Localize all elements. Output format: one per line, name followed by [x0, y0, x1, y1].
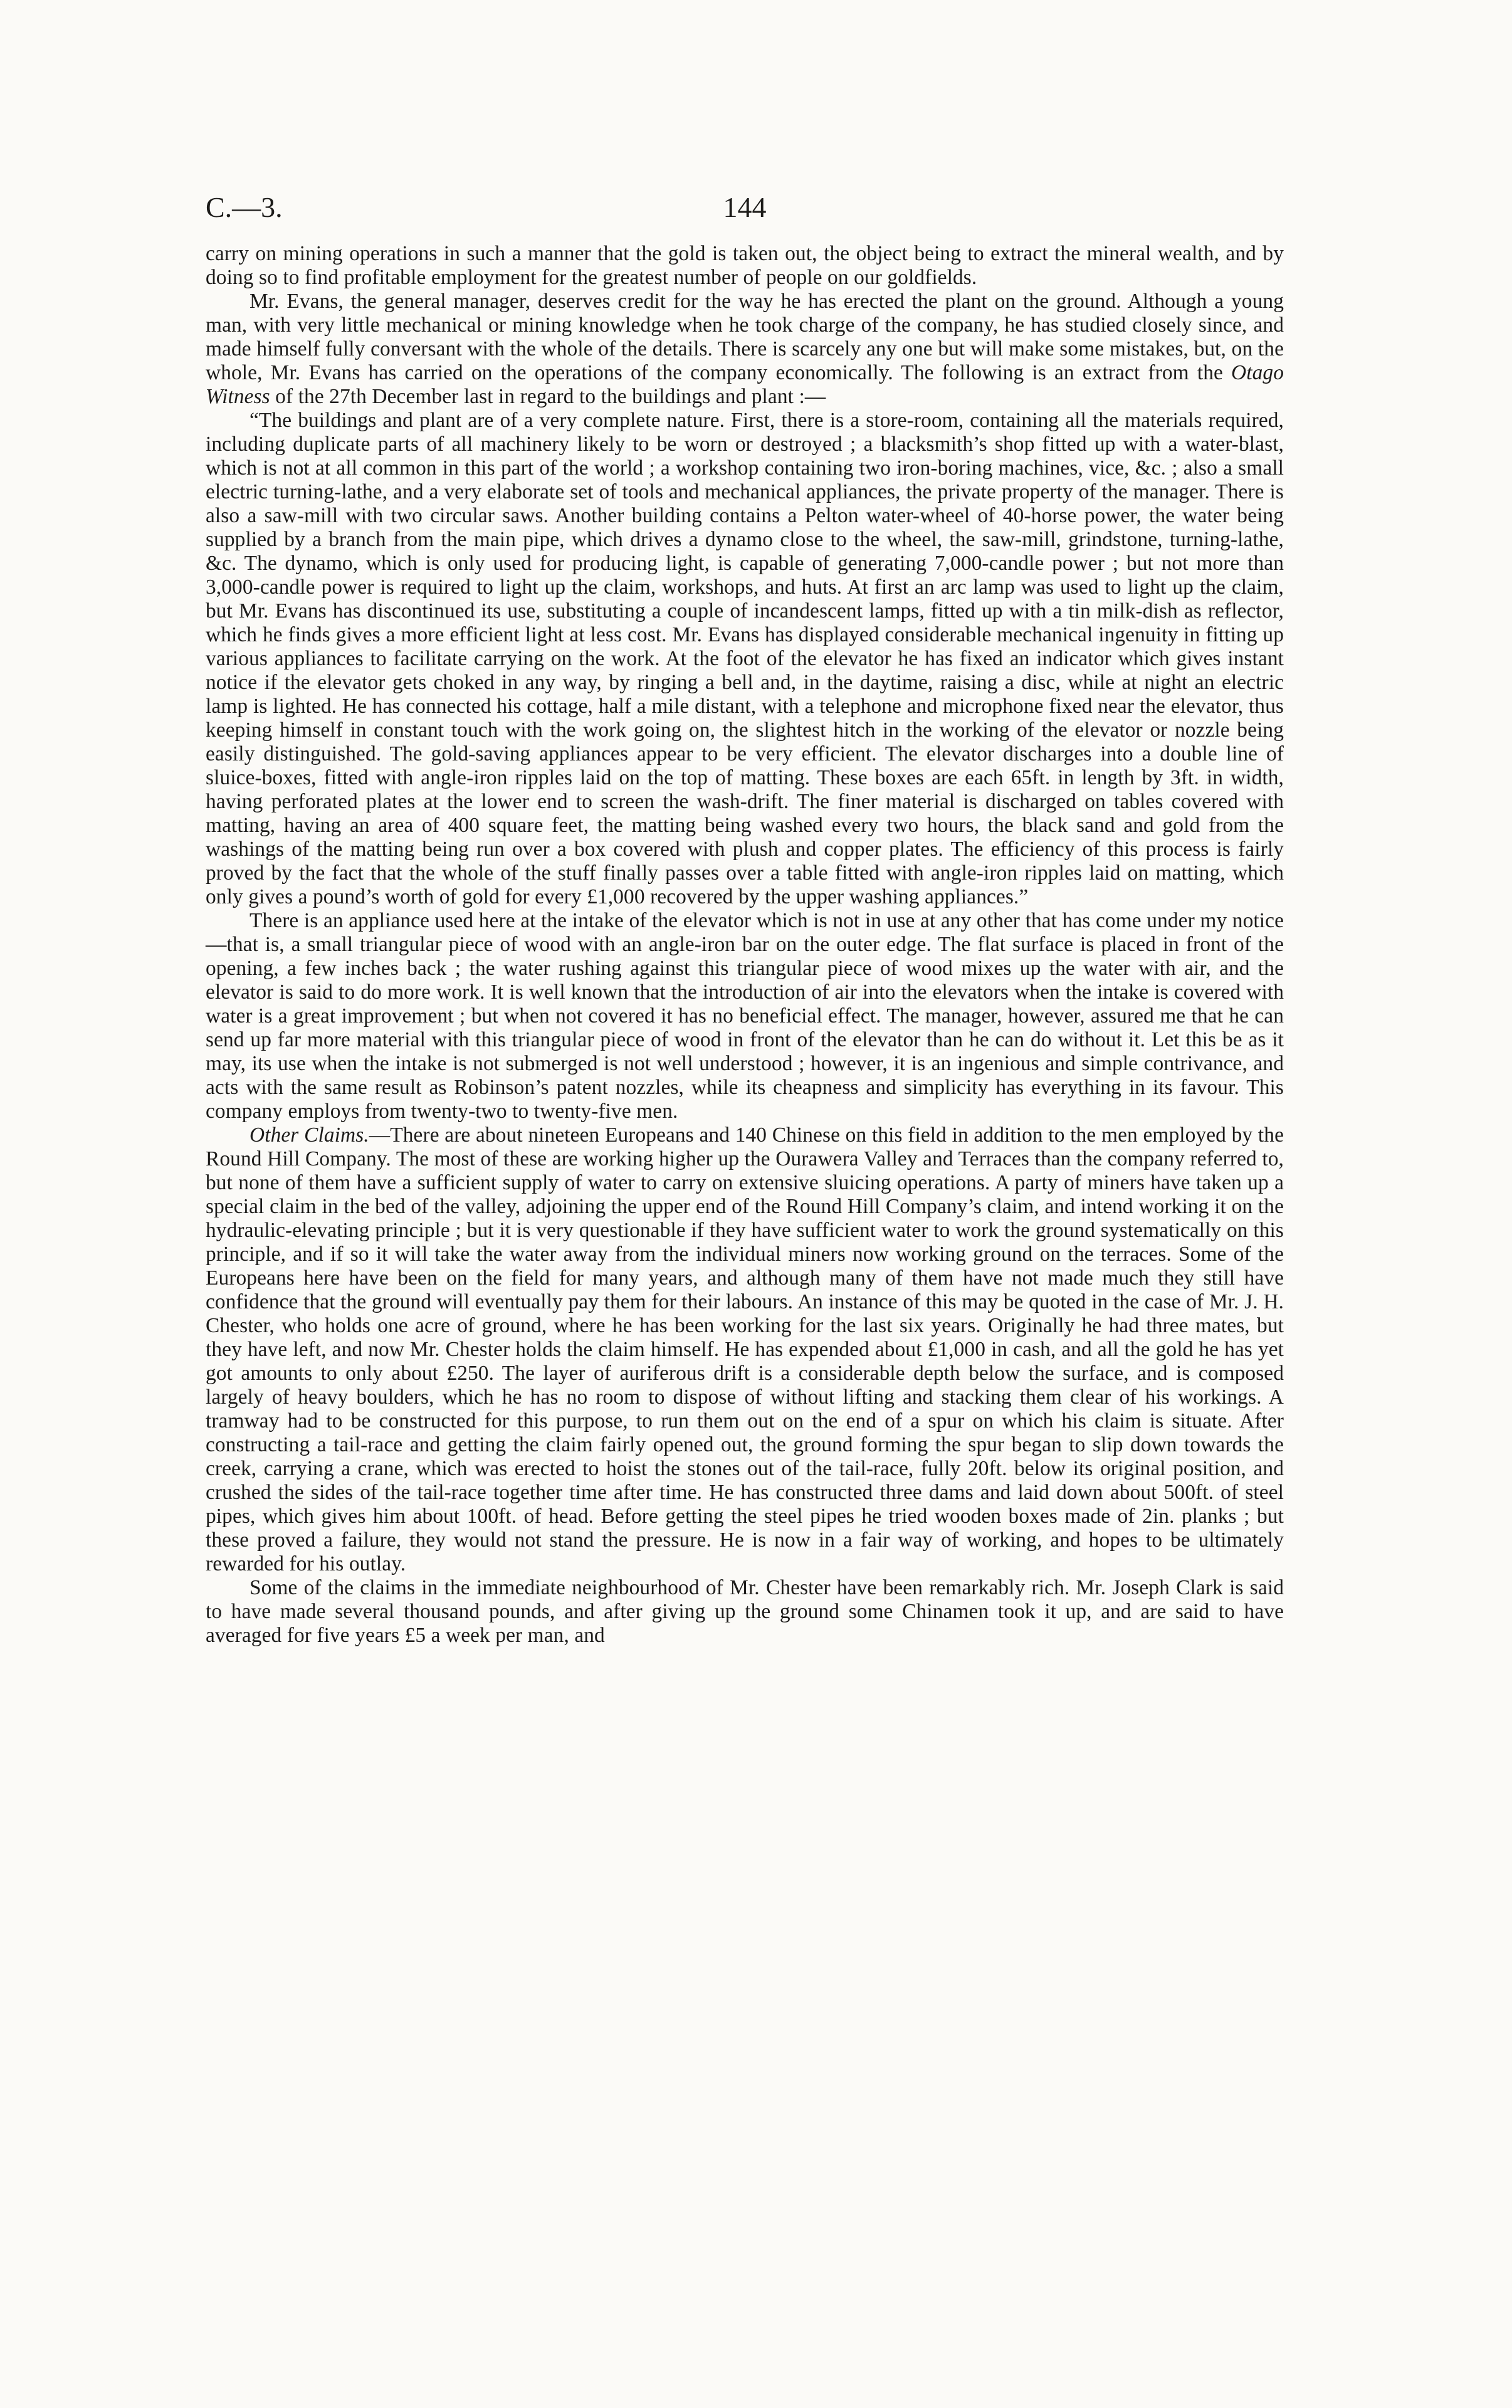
section-heading-other-claims: Other Claims. [249, 1123, 369, 1147]
newspaper-title: Otago Witness [206, 361, 1284, 408]
paragraph-1: carry on mining operations in such a manner that the gold is taken out, the object being to extract the mineral wealth, and by doing so to find profitable employment for the greatest number of people on our goldfields. [206, 242, 1284, 289]
quoted-extract: “The buildings and plant are of a very complete nature. First, there is a store-room, containing all the materials required, including duplicate parts of all machinery likely to be worn or destroyed ; a blacksmith’s shop fitted up with a water-blast, which is not at all common in this part of the world ; a workshop containing two iron-boring machines, vice, &c. ; also a small electric turning-lathe, and a very elaborate set of tools and mechanical appliances, the private property of the manager. There is also a saw-mill with two circular saws. Another building contains a Pelton water-wheel of 40-horse power, the water being supplied by a branch from the main pipe, which drives a dynamo close to the wheel, the saw-mill, grindstone, turning-lathe, &c. The dynamo, which is only used for producing light, is capable of generating 7,000-candle power ; but not more than 3,000-candle power is required to light up the claim, workshops, and huts. At first an arc lamp was used to light up the claim, but Mr. Evans has discontinued its use, substituting a couple of incandescent lamps, fitted up with a tin milk-dish as reflector, which he finds gives a more efficient light at less cost. Mr. Evans has displayed considerable mechanical ingenuity in fitting up various appliances to facilitate carrying on the work. At the foot of the elevator he has fixed an indicator which gives instant notice if the elevator gets choked in any way, by ringing a bell and, in the daytime, raising a disc, while at night an electric lamp is lighted. He has connected his cottage, half a mile distant, with a telephone and microphone fixed near the elevator, thus keeping himself in constant touch with the work going on, the slightest hitch in the working of the elevator or nozzle being easily distinguished. The gold-saving appliances appear to be very efficient. The elevator discharges into a double line of sluice-boxes, fitted with angle-iron ripples laid on the top of matting. These boxes are each 65ft. in length by 3ft. in width, having perforated plates at the lower end to screen the wash-drift. The finer material is discharged on tables covered with matting, having an area of 400 square feet, the matting being washed every two hours, the black sand and gold from the washings of the matting being run over a box covered with plush and copper plates. The efficiency of this process is fairly proved by the fact that the whole of the stuff finally passes over a table fitted with angle-iron ripples laid on matting, which only gives a pound’s worth of gold for every £1,000 recovered by the upper washing appliances.” [206, 409, 1284, 908]
paragraph-5-text: —There are about nineteen Europeans and 140 Chinese on this field in addition to the men employed by the Round Hill Company. The most of these are working higher up the Ourawera Valley and Terraces than the company referred to, but none of them have a sufficient supply of water to carry on extensive sluicing operations. A party of miners have taken up a special claim in the bed of the valley, adjoining the upper end of the Round Hill Company’s claim, and intend working it on the hydraulic-elevating principle ; but it is very questionable if they have sufficient water to work the ground systematically on this principle, and if so it will take the water away from the individual miners now working ground on the terraces. Some of the Europeans here have been on the field for many years, and although many of them have not made much they still have confidence that the ground will eventually pay them for their labours. An instance of this may be quoted in the case of Mr. J. H. Chester, who holds one acre of ground, where he has been working for the last six years. Originally he had three mates, but they have left, and now Mr. Chester holds the claim himself. He has expended about £1,000 in cash, and all the gold he has yet got amounts to only about £250. The layer of auriferous drift is a considerable depth below the surface, and is composed largely of heavy boulders, which he has no room to dispose of without lifting and stacking them clear of his workings. A tramway had to be constructed for this purpose, to run them out on the end of a spur on which his claim is situate. After constructing a tail-race and getting the claim fairly opened out, the ground forming the spur began to slip down towards the creek, carrying a crane, which was erected to hoist the stones out of the tail-race, fully 20ft. below its original position, and crushed the sides of the tail-race together time after time. He has constructed three dams and laid down about 500ft. of steel pipes, which gives him about 100ft. of head. Before getting the steel pipes he tried wooden boxes made of 2in. planks ; but these proved a failure, they would not stand the pressure. He is now in a fair way of working, and hopes to be ultimately rewarded for his outlay. [206, 1123, 1284, 1575]
page-header [206, 182, 1284, 242]
document-reference: C.—3. [206, 191, 283, 223]
paragraph-2 [206, 290, 1284, 409]
paragraph-4: There is an appliance used here at the intake of the elevator which is not in use at any other that has come under my notice—that is, a small triangular piece of wood with an angle-iron bar on the outer edge. The flat surface is placed in front of the opening, a few inches back ; the water rushing against this triangular piece of wood mixes up the water with air, and the elevator is said to do more work. It is well known that the introduction of air into the elevators when the intake is covered with water is a great improvement ; but when not covered it has no beneficial effect. The manager, however, assured me that he can send up far more material with this triangular piece of wood in front of the elevator than he can do without it. Let this be as it may, its use when the intake is not submerged is not well understood ; however, it is an ingenious and simple contrivance, and acts with the same result as Robinson’s patent nozzles, while its cheapness and simplicity has everything in its favour. This company employs from twenty-two to twenty-five men. [206, 909, 1284, 1123]
paragraph-2-text-b: of the 27th December last in regard to the buildings and plant :— [270, 385, 826, 408]
paragraph-6: Some of the claims in the immediate neighbourhood of Mr. Chester have been remarkably rich. Mr. Joseph Clark is said to have made several thousand pounds, and after giving up the ground some Chinamen took it up, and are said to have averaged for five years £5 a week per man, and [206, 1576, 1284, 1647]
page-number: 144 [723, 191, 767, 223]
paragraph-2-text-a: Mr. Evans, the general manager, deserves credit for the way he has erected the plant on the ground. Although a young man, with very little mechanical or mining knowledge when he took charge of the company, he has studied closely since, and made himself fully conversant with the whole of the details. There is scarcely any one but will make some mistakes, but, on the whole, Mr. Evans has carried on the operations of the company economically. The following is an extract from the [206, 290, 1284, 384]
paragraph-5 [206, 1123, 1284, 1576]
document-page [206, 182, 1284, 1648]
